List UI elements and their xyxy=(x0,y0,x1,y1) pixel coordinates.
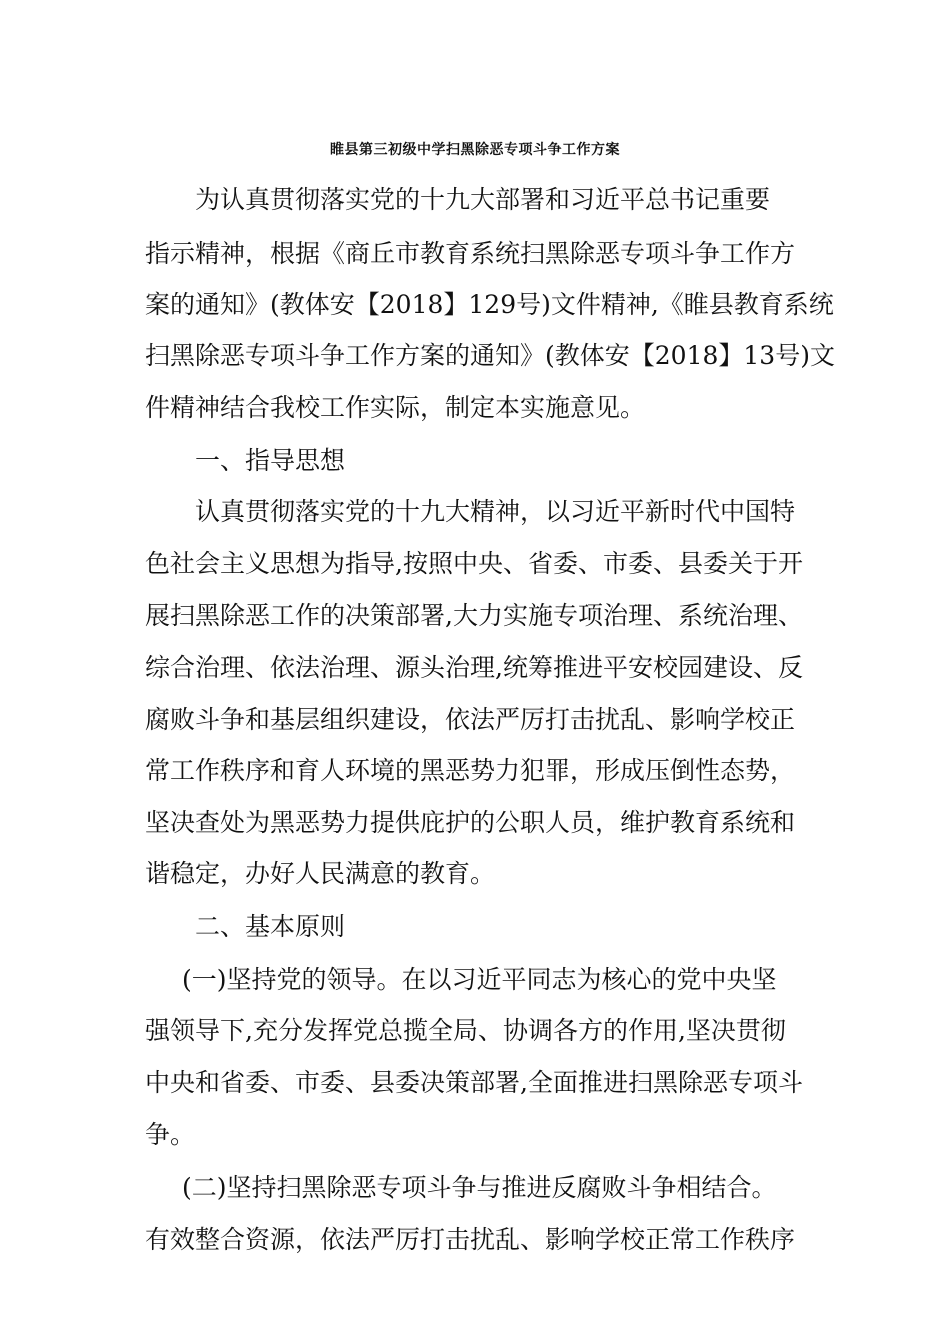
paragraph-line: 认真贯彻落实党的十九大精神，以习近平新时代中国特 xyxy=(195,497,796,526)
paragraph-line: 件精神结合我校工作实际，制定本实施意见。 xyxy=(145,393,646,422)
paragraph-line: 综合治理、依法治理、源头治理,统筹推进平安校园建设、反 xyxy=(145,653,803,682)
section-heading: 一、指导思想 xyxy=(195,446,346,475)
paragraph-line: 谐稳定，办好人民满意的教育。 xyxy=(145,859,496,888)
paragraph-line: (一)坚持党的领导。在以习近平同志为核心的党中央坚 xyxy=(182,965,777,994)
paragraph-line: 常工作秩序和育人环境的黑恶势力犯罪，形成压倒性态势， xyxy=(145,756,796,785)
section-heading: 二、基本原则 xyxy=(195,912,346,941)
paragraph-line: 为认真贯彻落实党的十九大部署和习近平总书记重要 xyxy=(195,185,771,214)
paragraph-line: 坚决查处为黑恶势力提供庇护的公职人员，维护教育系统和 xyxy=(145,808,796,837)
paragraph-line: 指示精神，根据《商丘市教育系统扫黑除恶专项斗争工作方 xyxy=(145,239,796,268)
paragraph-line: 色社会主义思想为指导,按照中央、省委、市委、县委关于开 xyxy=(145,549,803,578)
paragraph-line: 中央和省委、市委、县委决策部署,全面推进扫黑除恶专项斗 xyxy=(145,1068,803,1097)
paragraph-line: 案的通知》(教体安【2018】129号)文件精神,《睢县教育系统 xyxy=(145,290,834,319)
paragraph-line: 有效整合资源，依法严厉打击扰乱、影响学校正常工作秩序 xyxy=(145,1225,796,1254)
paragraph-line: (二)坚持扫黑除恶专项斗争与推进反腐败斗争相结合。 xyxy=(182,1173,777,1202)
paragraph-line: 强领导下,充分发挥党总揽全局、协调各方的作用,坚决贯彻 xyxy=(145,1016,786,1045)
paragraph-line: 争。 xyxy=(145,1120,196,1149)
paragraph-line: 展扫黑除恶工作的决策部署,大力实施专项治理、系统治理、 xyxy=(145,601,803,630)
document-title: 睢县第三初级中学扫黑除恶专项斗争工作方案 xyxy=(330,142,620,158)
paragraph-line: 扫黑除恶专项斗争工作方案的通知》(教体安【2018】13号)文 xyxy=(145,341,835,370)
paragraph-line: 腐败斗争和基层组织建设，依法严厉打击扰乱、影响学校正 xyxy=(145,705,796,734)
